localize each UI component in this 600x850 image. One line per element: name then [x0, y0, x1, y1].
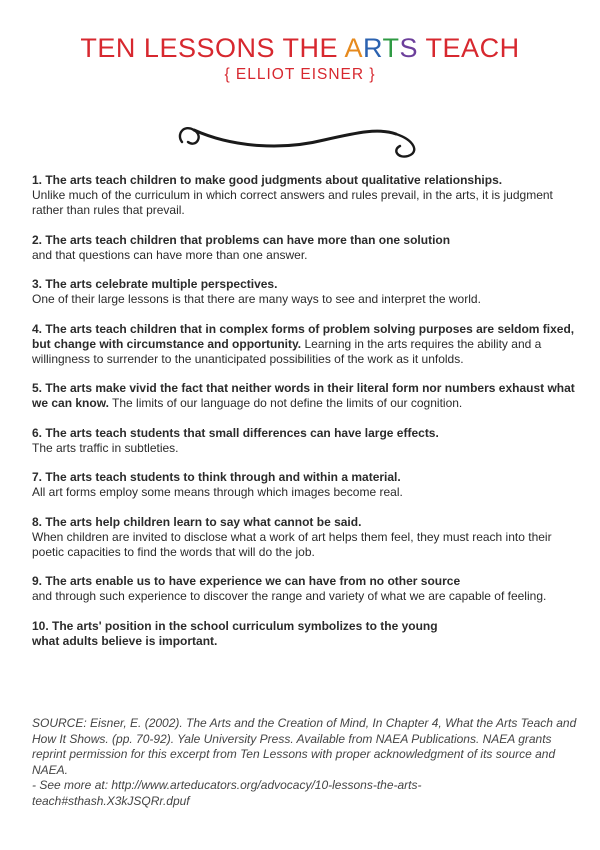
title-letter-s: S [399, 33, 419, 63]
lesson-heading: 5. The arts make vivid the fact that neither words in their literal form nor numbers exhaust what we can know. [32, 381, 575, 410]
lesson-body: The limits of our language do not define the limits of our cognition. [112, 396, 463, 410]
lesson-heading: 9. The arts enable us to have experience we can have from no other source [32, 574, 461, 588]
lesson-body: When children are invited to disclose what a work of art helps them feel, they must reach into their poetic capacities to find the words that will do the job. [32, 529, 552, 559]
lesson-heading: 10. The arts' position in the school curriculum symbolizes to the young what adults believe is important. [32, 618, 438, 648]
lesson-body: All art forms employ some means through which images become real. [32, 485, 403, 499]
lesson-heading: 4. The arts teach children that in complex forms of problem solving purposes are seldom fixed, but change with circumstance and opportunity. [32, 321, 575, 351]
lesson-body: and that questions can have more than one answer. [32, 247, 308, 262]
lesson-item [32, 470, 577, 500]
lesson-item [32, 322, 577, 367]
title-part: TEN LESSONS THE [80, 33, 345, 63]
source-note [32, 716, 577, 809]
page-title [0, 33, 600, 64]
source-citation: SOURCE: Eisner, E. (2002). The Arts and the Creation of Mind, In Chapter 4, What the Arts Teach and How It Shows. (pp. 70-92). Yale University Press. Available from NAEA Publications. NAEA grants reprint permission for this excerpt from Ten Lessons with proper acknowledgment of its source and NAEA. [32, 716, 577, 777]
source-see-more: - See more at: http://www.arteducators.org/advocacy/10-lessons-the-arts-teach#sthash.X3kJSQRr.dpuf [32, 778, 422, 808]
lesson-item [32, 381, 577, 411]
lesson-list [32, 173, 577, 663]
lesson-item [32, 277, 577, 307]
flourish-divider-icon [174, 118, 426, 160]
lesson-item [32, 515, 577, 560]
page-subtitle: { ELLIOT EISNER } [224, 66, 376, 83]
title-letter-t: T [382, 33, 400, 63]
lesson-item [32, 574, 577, 604]
lesson-item [32, 233, 577, 263]
lesson-body: The arts traffic in subtleties. [32, 440, 179, 455]
lesson-heading: 3. The arts celebrate multiple perspectives. [32, 277, 278, 291]
lesson-item [32, 619, 577, 649]
title-letter-r: R [363, 33, 383, 63]
lesson-item [32, 173, 577, 218]
lesson-heading: 7. The arts teach students to think through and within a material. [32, 470, 401, 484]
title-part: TEACH [418, 33, 520, 63]
lesson-heading: 1. The arts teach children to make good judgments about qualitative relationships. [32, 173, 503, 187]
lesson-body: One of their large lessons is that there are many ways to see and interpret the world. [32, 292, 481, 306]
title-letter-a: A [344, 33, 364, 63]
lesson-item [32, 426, 577, 456]
lesson-heading: 8. The arts help children learn to say what cannot be said. [32, 514, 362, 529]
lesson-body: and through such experience to discover the range and variety of what we are capable of feeling. [32, 589, 547, 603]
lesson-body: Learning in the arts requires the ability and a willingness to surrender to the unanticipated possibilities of the work as it unfolds. [32, 336, 542, 366]
lesson-body: Unlike much of the curriculum in which correct answers and rules prevail, in the arts, it is judgment rather than rules that prevail. [32, 188, 553, 217]
lesson-heading: 2. The arts teach children that problems can have more than one solution [32, 232, 451, 247]
lesson-heading: 6. The arts teach students that small differences can have large effects. [32, 425, 439, 440]
